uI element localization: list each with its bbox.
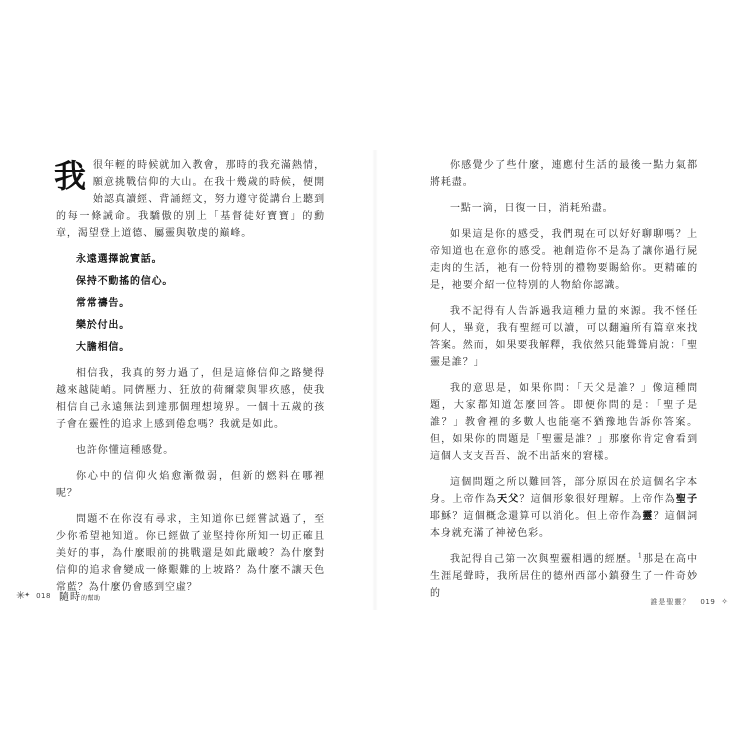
body-paragraph: 我不記得有人告訴過我這種力量的來源。我不怪任何人，畢竟，我有聖經可以讀，可以翻遍所有篇章來找答案。然而，如果要我解釋，我依然只能聳聳肩說：「聖靈是誰？」 <box>430 306 698 368</box>
page-number-right: 019 <box>700 597 716 606</box>
footnote-marker: 1 <box>637 552 643 560</box>
emphasis-son: 聖子 <box>675 494 698 505</box>
body-paragraph: 你感覺少了些什麼，連應付生活的最後一點力氣都將耗盡。 <box>430 160 698 188</box>
body-paragraph: 相信我，我真的努力過了，但是這條信仰之路變得越來越陡峭。同儕壓力、狂放的荷爾蒙與罪疚感，使我相信自己永遠無法到達那個理想境界。一個十五歲的孩子會在靈性的追求上感到倦怠嗎？我就是如此。 <box>56 368 325 430</box>
text-run: 這個問題之所以難回答，部分原因在於這個名字本身。上帝作為 <box>430 477 698 505</box>
emphasis-spirit: 靈 <box>642 511 654 522</box>
emphasis-father: 天父 <box>497 494 520 505</box>
sparkle-icon: ✧ <box>721 597 728 606</box>
sparkle-icon: ✳ <box>16 589 26 602</box>
affirmation-item: 樂於付出。 <box>76 320 130 331</box>
running-book-title <box>59 588 101 603</box>
sparkle-icon: ✦ <box>24 591 31 599</box>
body-paragraph: 你心中的信仰火焰愈漸微弱，但新的燃料在哪裡呢？ <box>56 471 325 499</box>
book-title-main: 隨時 <box>58 592 81 603</box>
affirmation-item: 常常禱告。 <box>76 298 130 309</box>
intro-text: 很年輕的時候就加入教會，那時的我充滿熱情，願意挑戰信仰的大山。在我十幾歲的時候，便開始認真讀經、背誦經文，努力遵守從講台上聽到的每一條誡命。我驕傲的別上「基督徒好寶寶」的勳章，渴望登上道德、屬靈與敬虔的巔峰。 <box>56 160 325 239</box>
affirmation-item: 保持不動搖的信心。 <box>76 276 174 287</box>
page-number-left: 018 <box>36 591 51 600</box>
text-run: 耶穌？這個概念還算可以消化。但上帝作為 <box>430 511 643 522</box>
body-paragraph: 如果這是你的感受，我們現在可以好好聊聊嗎？上帝知道也在意你的感受。祂創造你不是為了讓你過行屍走肉的生活，祂有一份特別的禮物要賜給你。更精確的是，祂要介紹一位特別的人物給你認識。 <box>430 229 698 291</box>
left-page <box>56 157 325 605</box>
page-gutter <box>372 150 378 610</box>
text-run: ？這個形象很好理解。上帝作為 <box>519 494 676 505</box>
body-paragraph <box>430 474 698 542</box>
body-paragraph: 也許你懂這種感覺。 <box>76 445 175 456</box>
affirmation-item: 永遠選擇說實話。 <box>76 254 163 265</box>
body-paragraph: 問題不在你沒有尋求，主知道你已經嘗試過了，至少你希望祂知道。你已經做了並堅持你所知一切正確且美好的事，為什麼眼前的挑戰還是如此嚴峻？為什麼對信仰的追求會變成一條艱難的上坡路？為什麼不讓天色常藍？為什麼仍會感到空虛？ <box>56 514 325 593</box>
text-run: 那是在高中生涯尾聲時，我所居住的德州西部小鎮發生了一件奇妙的 <box>430 554 698 599</box>
body-paragraph: 我的意思是，如果你問：「天父是誰？」像這種問題，大家都知道怎麼回答。即便你問的是：「聖子是誰？」教會裡的多數人也能毫不猶豫地告訴你答案。但，如果你的問題是「聖靈是誰？」那麼你肯定會看到這個人支支吾吾、說不出話來的窘樣。 <box>430 383 698 462</box>
body-paragraph: 一點一滴，日復一日，消耗殆盡。 <box>450 203 614 214</box>
drop-cap: 我 <box>54 157 87 195</box>
book-title-sub: 的幫助 <box>80 595 101 602</box>
left-footer <box>16 588 100 603</box>
right-page <box>430 157 698 611</box>
affirmation-list <box>56 251 325 356</box>
affirmation-item: 大膽相信。 <box>76 342 130 353</box>
body-paragraph <box>430 551 698 602</box>
intro-paragraph <box>56 157 325 242</box>
running-chapter-title: 誰是聖靈？ <box>650 597 691 606</box>
right-footer <box>650 596 728 607</box>
text-run: 我記得自己第一次與聖靈相遇的經歷。 <box>450 554 638 565</box>
text-run: ？這個詞本身就充滿了神祕色彩。 <box>430 511 698 539</box>
